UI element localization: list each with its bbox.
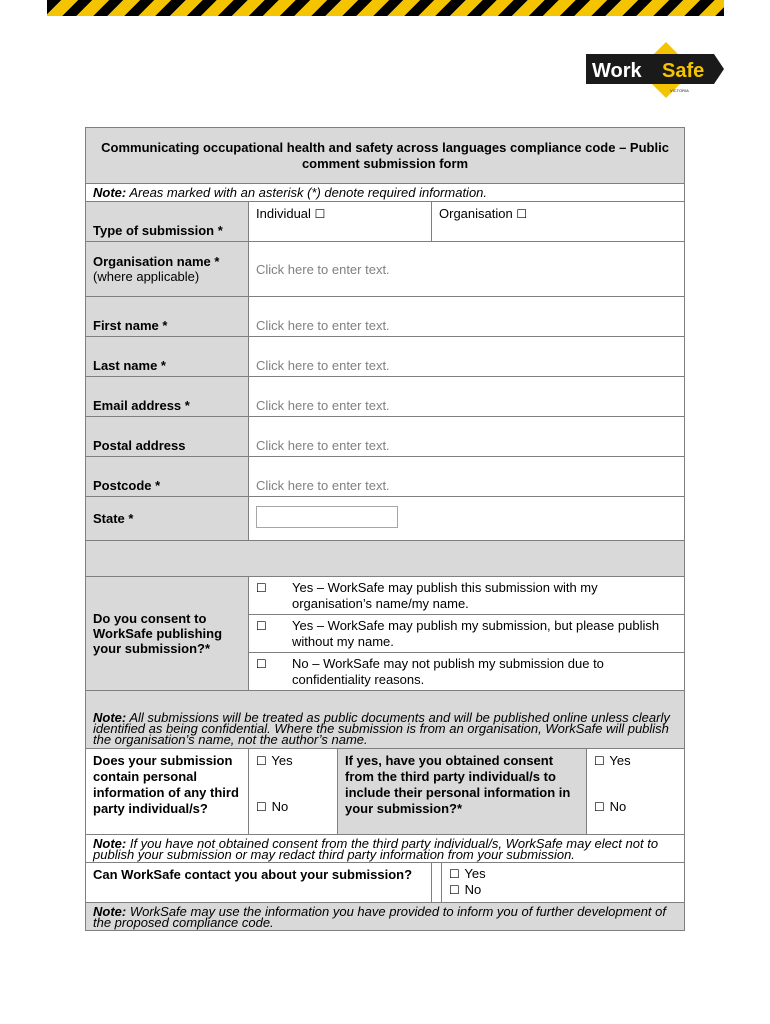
type-individual-option[interactable]: Individual ☐ (249, 202, 432, 242)
third-party-yes-no (249, 749, 338, 835)
contact-label: Can WorkSafe contact you about your submission? (86, 863, 432, 903)
consent-option-1-checkbox[interactable]: ☐ (256, 580, 267, 595)
state-cell (249, 497, 685, 541)
postcode-label: Postcode * (86, 457, 249, 497)
third-party-yes-checkbox[interactable]: ☐ (256, 754, 267, 768)
form-title: Communicating occupational health and safety across languages compliance code – Public comment submission form (86, 128, 685, 184)
logo-text-work: Work (592, 60, 642, 82)
contact-yes-option[interactable]: ☐ Yes (449, 866, 486, 881)
postal-address-label: Postal address (86, 417, 249, 457)
consent-option-2[interactable]: ☐ Yes – WorkSafe may publish my submission, but please publish without my name. (249, 615, 685, 653)
postal-address-input[interactable]: Click here to enter text. (249, 417, 685, 457)
organisation-name-label: Organisation name * (where applicable) (86, 242, 249, 297)
third-party-no-option[interactable]: ☐ No (256, 799, 289, 814)
worksafe-logo (586, 40, 724, 100)
postcode-input[interactable]: Click here to enter text. (249, 457, 685, 497)
note-third-party: Note: If you have not obtained consent from the third party individual/s, WorkSafe may elect not to publish your submission or may redact third party information from your submission. (86, 835, 685, 863)
type-organisation-option[interactable]: Organisation ☐ (432, 202, 685, 242)
note-required: Note: Areas marked with an asterisk (*) denote required information. (86, 184, 685, 202)
last-name-input[interactable]: Click here to enter text. (249, 337, 685, 377)
contact-yes-checkbox[interactable]: ☐ (449, 867, 460, 881)
third-party-consent-yes-no (587, 749, 685, 835)
consent-option-2-checkbox[interactable]: ☐ (256, 618, 267, 633)
spacer-row (86, 541, 685, 577)
first-name-label: First name * (86, 297, 249, 337)
contact-yes-no (432, 863, 685, 903)
organisation-name-input[interactable]: Click here to enter text. (249, 242, 685, 297)
logo-text-sub: VICTORIA (670, 88, 689, 93)
email-address-input[interactable]: Click here to enter text. (249, 377, 685, 417)
contact-no-option[interactable]: ☐ No (449, 882, 482, 897)
consent3p-no-option[interactable]: ☐ No (594, 799, 627, 814)
third-party-yes-option[interactable]: ☐ Yes (256, 753, 293, 768)
state-dropdown[interactable] (256, 506, 398, 528)
note-public-documents: Note: All submissions will be treated as public documents and will be published online unless clearly identified as being confidential. Where the submission is from an organisation, WorkSafe will publish the organisation’s name, not the author’s name. (86, 691, 685, 749)
first-name-input[interactable]: Click here to enter text. (249, 297, 685, 337)
third-party-info-label: Does your submission contain personal information of any third party individual/s? (86, 749, 249, 835)
last-name-label: Last name * (86, 337, 249, 377)
consent-option-3[interactable]: ☐ No – WorkSafe may not publish my submission due to confidentiality reasons. (249, 653, 685, 691)
note-contact: Note: WorkSafe may use the information you have provided to inform you of further development of the proposed compliance code. (86, 903, 685, 931)
consent-option-3-checkbox[interactable]: ☐ (256, 656, 267, 671)
consent3p-yes-checkbox[interactable]: ☐ (594, 754, 605, 768)
third-party-no-checkbox[interactable]: ☐ (256, 800, 267, 814)
submission-form (85, 127, 685, 931)
state-label: State * (86, 497, 249, 541)
organisation-checkbox[interactable]: ☐ (516, 207, 528, 221)
consent3p-yes-option[interactable]: ☐ Yes (594, 753, 631, 768)
hazard-stripe-banner (47, 0, 724, 16)
type-of-submission-label: Type of submission * (86, 202, 249, 242)
individual-checkbox[interactable]: ☐ (314, 207, 326, 221)
consent-publish-label: Do you consent to WorkSafe publishing your submission?* (86, 577, 249, 691)
logo-text-safe: Safe (662, 60, 705, 82)
email-address-label: Email address * (86, 377, 249, 417)
third-party-consent-label: If yes, have you obtained consent from the third party individual/s to include their personal information in your submission?* (338, 749, 587, 835)
consent-option-1[interactable]: ☐ Yes – WorkSafe may publish this submission with my organisation’s name/my name. (249, 577, 685, 615)
consent3p-no-checkbox[interactable]: ☐ (594, 800, 605, 814)
contact-no-checkbox[interactable]: ☐ (449, 883, 460, 897)
